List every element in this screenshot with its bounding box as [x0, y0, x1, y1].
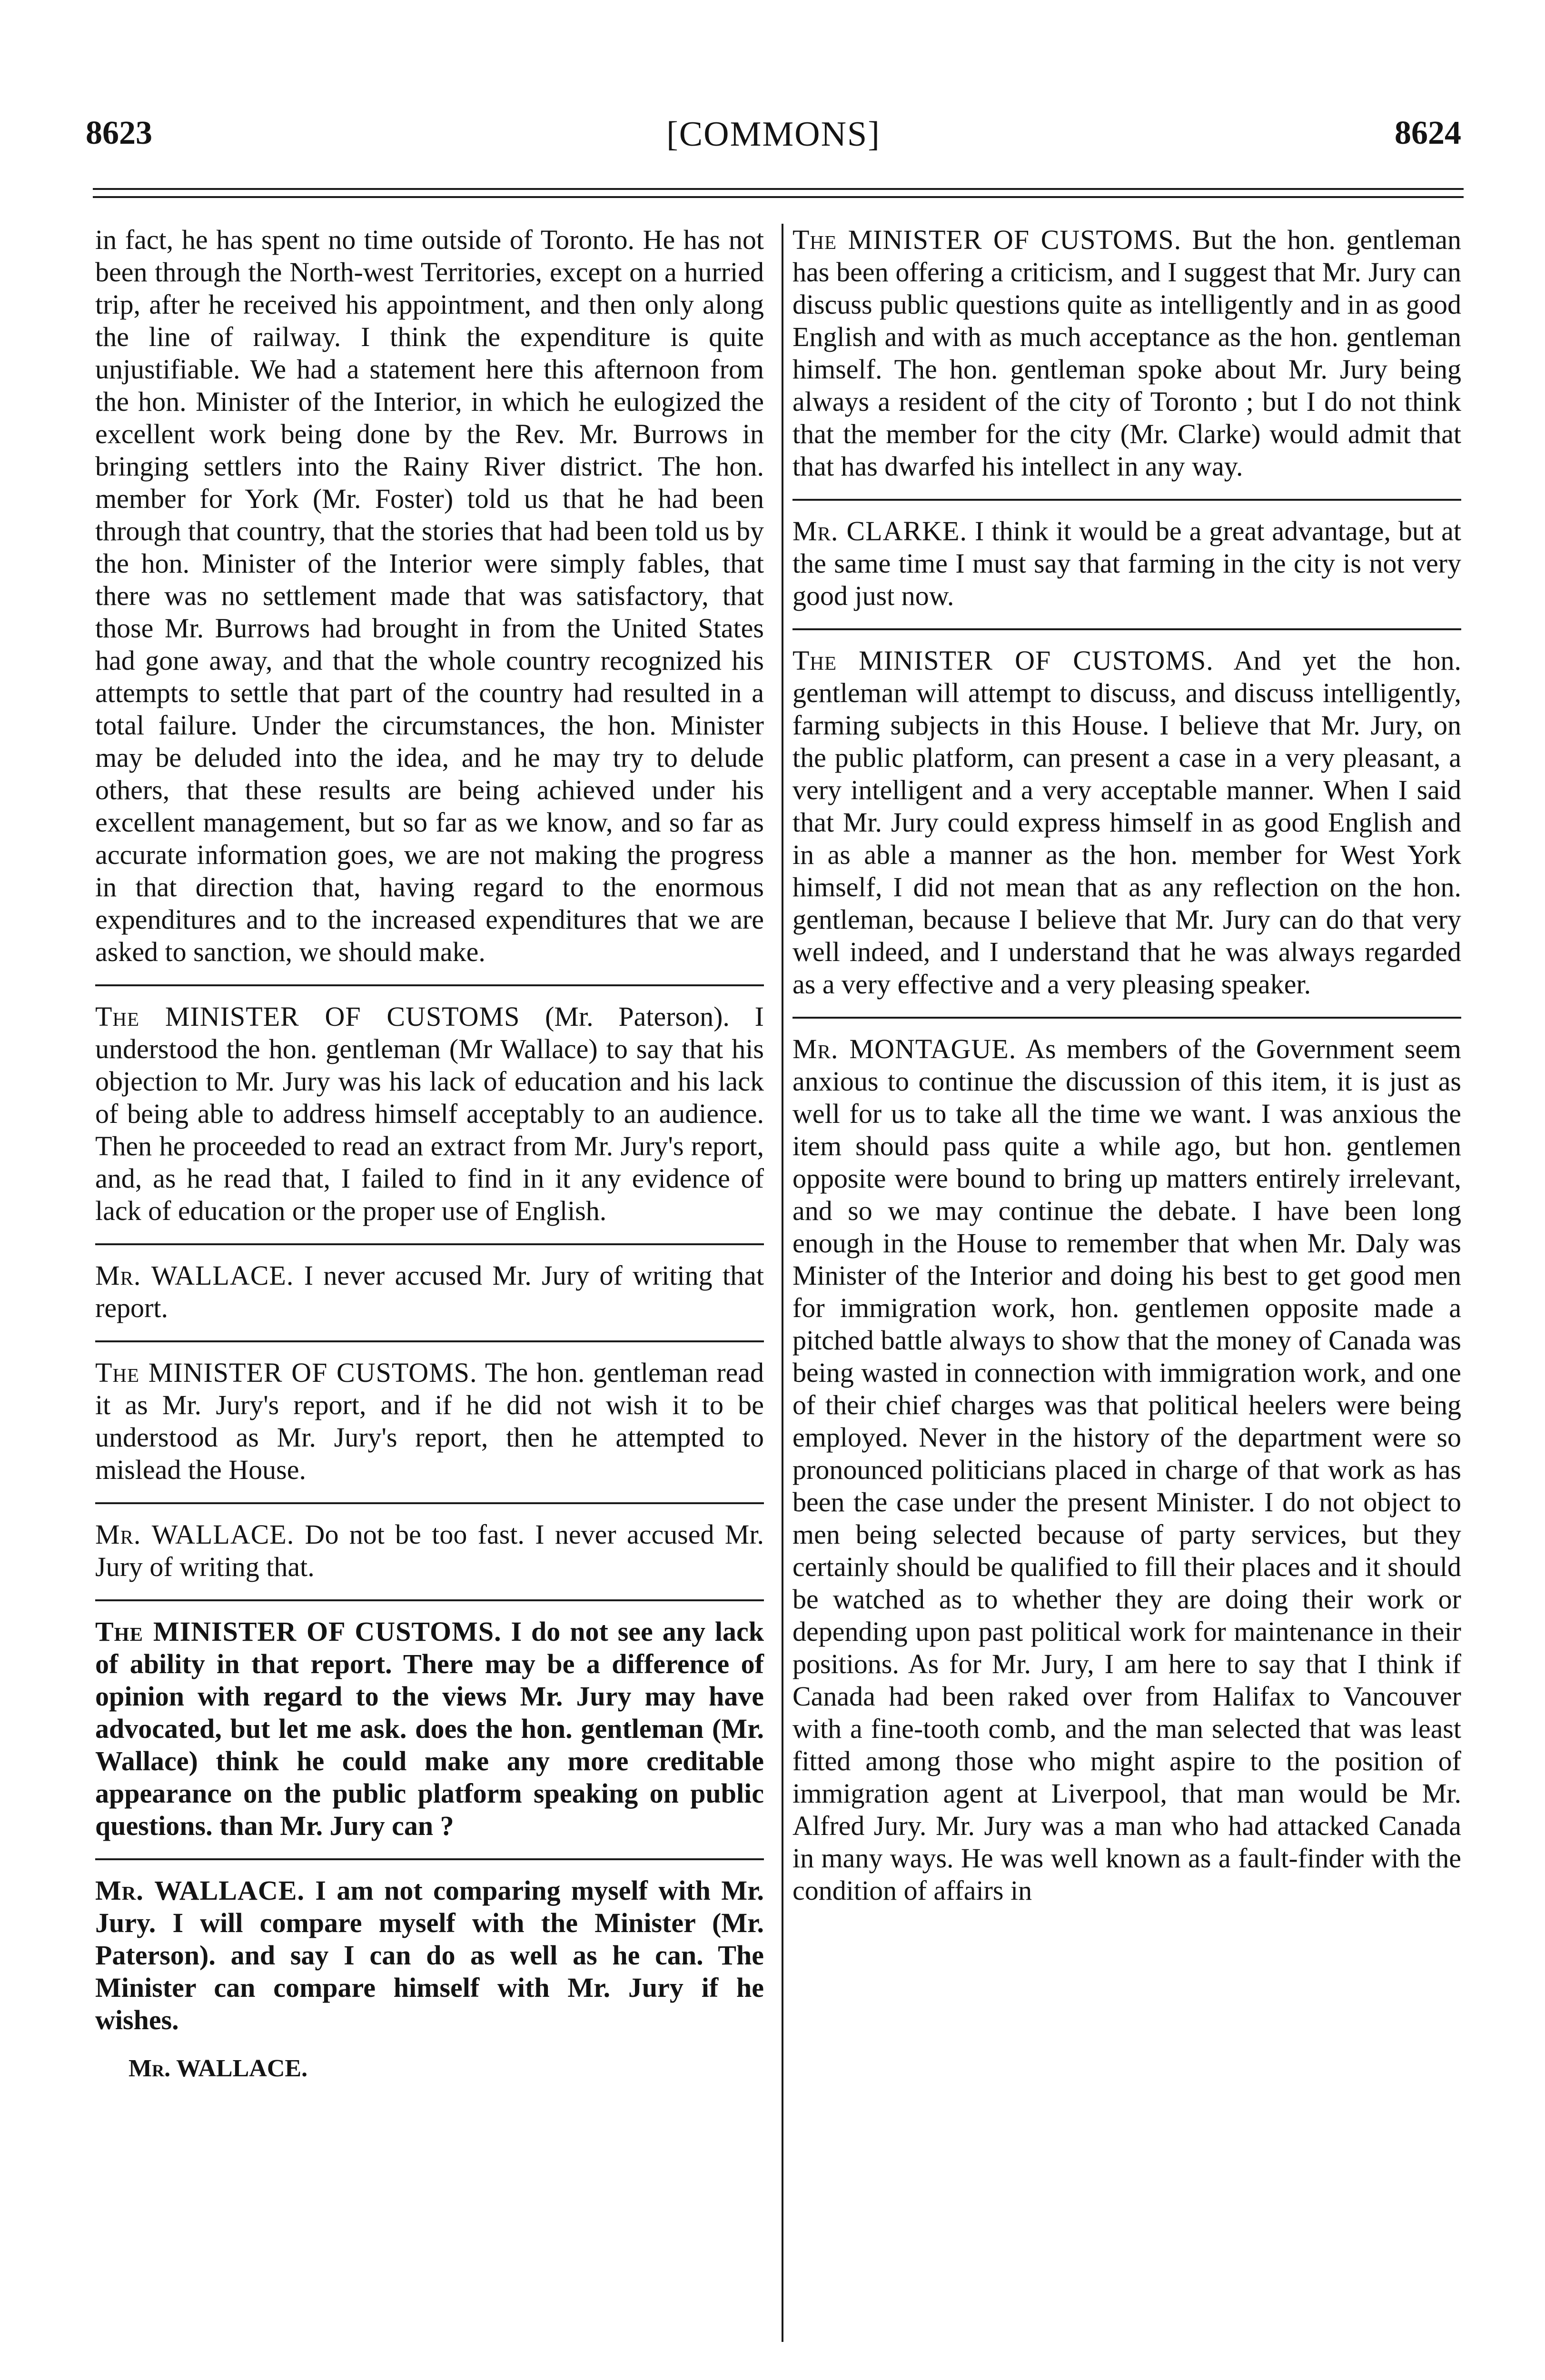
trailing-speaker: Mr. WALLACE. — [129, 2055, 308, 2082]
speech-divider — [95, 1858, 764, 1860]
speech-divider — [792, 628, 1461, 630]
paragraph — [792, 1033, 1461, 1907]
speech-divider — [792, 499, 1461, 501]
header-rule-bottom — [93, 196, 1464, 198]
speech-text: I do not see any lack of ability in that report. There may be a difference of opinion with regard to the views Mr. Jury may have advocated, but let me ask. does the hon. gentleman (Mr. Wallace) think he could make any more creditable appearance on the public platform speaking on public questions. than Mr. Jury can ? — [95, 1616, 764, 1841]
speaker-name: The MINISTER OF CUSTOMS. — [95, 1357, 477, 1388]
page-number-right: 8624 — [1395, 115, 1461, 151]
speech-divider — [95, 1599, 764, 1601]
speaker-name: The MINISTER OF CUSTOMS. — [792, 645, 1214, 676]
column-separator — [782, 224, 783, 2342]
speech-divider — [792, 1017, 1461, 1019]
speech-text: (Mr. Paterson). I understood the hon. gentleman (Mr Wallace) to say that his objection to Mr. Jury was his lack of education and his lack of being able to address himself acceptably to an audience. Then he proceeded to read an extract from Mr. Jury's report, and, as he read that, I failed to find in it any evidence of lack of education or the proper use of English. — [95, 1001, 764, 1226]
speaker-name: Mr. WALLACE. — [95, 1519, 295, 1550]
speech-text: Do not be too fast. I never accused Mr. Jury of writing that. — [95, 1519, 764, 1582]
speech-divider — [95, 984, 764, 986]
paragraph — [95, 1518, 764, 1583]
paragraph — [95, 1001, 764, 1227]
paragraph — [95, 1616, 764, 1842]
speaker-name: Mr. MONTAGUE. — [792, 1033, 1017, 1064]
page-number-left: 8623 — [86, 115, 152, 151]
speech-text: But the hon. gentleman has been offering a criticism, and I suggest that Mr. Jury can discuss public questions quite as intelligently and in as good English and with as much acceptance as the hon. gentleman himself. The hon. gentleman spoke about Mr. Jury being always a resident of the city of Toronto ; but I do not think that the member for the city (Mr. Clarke) would admit that that has dwarfed his intellect in any way. — [792, 224, 1461, 482]
paragraph: in fact, he has spent no time outside of Toronto. He has not been through the North-west Territories, except on a hurried trip, after he received his appointment, and then only along the line of railway. I think the expenditure is quite unjustifiable. We had a statement here this afternoon from the hon. Minister of the Interior, in which he eulogized the excellent work being done by the Rev. Mr. Burrows in bringing settlers into the Rainy River district. The hon. member for York (Mr. Foster) told us that he had been through that country, that the stories that had been told us by the hon. Minister of the Interior were simply fables, that there was no settlement made that was satisfactory, that those Mr. Burrows had brought in from the United States had gone away, and that the whole country recognized his attempts to settle that part of the country had resulted in a total failure. Under the circumstances, the hon. Minister may be deluded into the idea, and he may try to delude others, that these results are being achieved under his excellent management, but so far as we know, and so far as accurate information goes, we are not making the progress in that direction that, having regard to the enormous expenditures and to the increased expenditures that we are asked to sanction, we should make. — [95, 224, 764, 967]
speaker-name: The MINISTER OF CUSTOMS. — [792, 224, 1182, 255]
speech-divider — [95, 1340, 764, 1342]
speech-text: The hon. gentleman read it as Mr. Jury's report, and if he did not wish it to be understood as Mr. Jury's report, then he attempted to mislead the House. — [95, 1357, 764, 1485]
speaker-name: The MINISTER OF CUSTOMS. — [95, 1616, 502, 1647]
page-header — [86, 114, 1461, 167]
paragraph — [95, 1874, 764, 2036]
paragraph — [95, 1259, 764, 1324]
speech-text: I am not comparing myself with Mr. Jury. I will compare myself with the Minister (Mr. Paterson). and say I can do as well as he can. The Minister can compare himself with Mr. Jury if he wishes. — [95, 1875, 764, 2035]
speaker-name: Mr. CLARKE. — [792, 516, 967, 546]
left-column — [95, 224, 764, 2101]
speech-divider — [95, 1243, 764, 1245]
speech-text: I think it would be a great advantage, but at the same time I must say that farming in the city is not very good just now. — [792, 516, 1461, 611]
speech-text: As members of the Government seem anxious to continue the discussion of this item, it is just as well for us to take all the time we want. I was anxious the item should pass quite a while ago, but hon. gentlemen opposite were bound to bring up matters entirely irrelevant, and so we may continue the debate. I have been long enough in the House to remember that when Mr. Daly was Minister of the Interior and doing his best to get good men for immigration work, hon. gentlemen opposite made a pitched battle always to show that the money of Canada was being wasted in connection with immigration work, and one of their chief charges was that political heelers were being employed. Never in the history of the department were so pronounced politicians placed in charge of that work as has been the case under the present Minister. I do not object to men being selected because of party services, but they certainly should be qualified to fill their places and it should be watched as to whether they are doing their work or depending upon past political work for maintenance in their positions. As for Mr. Jury, I am here to say that I think if Canada had been raked over from Halifax to Vancouver with a fine-tooth comb, and the man selected that was least fitted among those who might aspire to the position of immigration agent at Liverpool, that man would be Mr. Alfred Jury. Mr. Jury was a man who had attacked Canada in many ways. He was well known as a fault-finder with the condition of affairs in — [792, 1033, 1461, 1906]
paragraph — [95, 1357, 764, 1486]
speaker-name: Mr. WALLACE. — [95, 1260, 294, 1291]
speech-text: And yet the hon. gentleman will attempt to discuss, and discuss intelligently, farming subjects in this House. I believe that Mr. Jury, on the public platform, can present a case in a very pleasant, a very intelligent and a very acceptable manner. When I said that Mr. Jury could express himself in as good English and in as able a manner as the hon. member for West York himself, I did not mean that as any reflection on the hon. gentleman, because I believe that Mr. Jury can do that very well indeed, and I understand that he was always regarded as a very effective and a very pleasing speaker. — [792, 645, 1461, 1000]
speech-text: I never accused Mr. Jury of writing that report. — [95, 1260, 764, 1323]
paragraph — [792, 224, 1461, 483]
paragraph — [792, 515, 1461, 612]
header-rule-top — [93, 188, 1464, 190]
running-title: [COMMONS] — [666, 115, 881, 154]
paragraph — [792, 645, 1461, 1001]
speaker-name: The MINISTER OF CUSTOMS — [95, 1001, 520, 1032]
right-column — [792, 224, 1461, 1923]
speaker-name: Mr. WALLACE. — [95, 1875, 305, 1906]
speech-divider — [95, 1502, 764, 1504]
